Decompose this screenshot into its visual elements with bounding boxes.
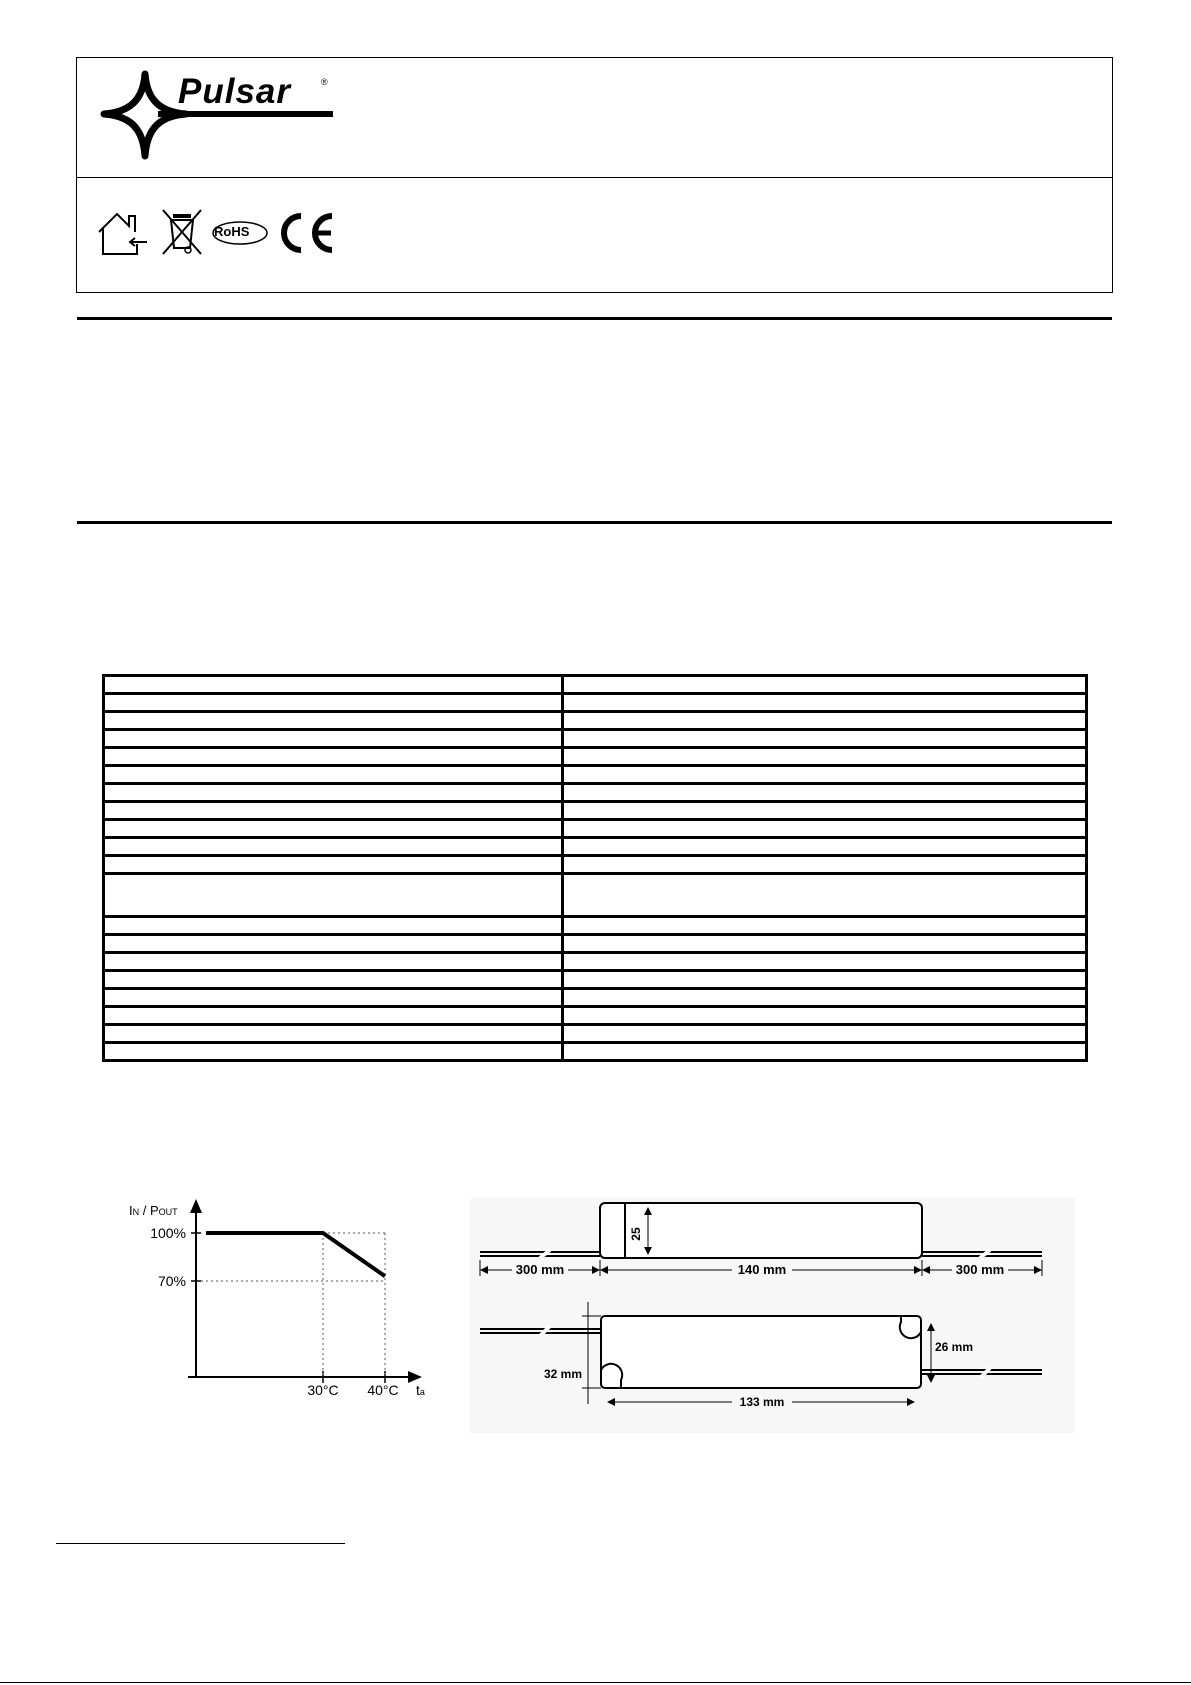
table-row: [104, 802, 1087, 820]
y-axis-label: IN / POUT: [129, 1203, 178, 1218]
registered-mark: ®: [321, 77, 328, 87]
parameter-cell: [104, 874, 563, 917]
parameter-cell: [104, 802, 563, 820]
parameter-cell: [104, 820, 563, 838]
page-bottom-rule: [0, 1682, 1191, 1683]
table-row: [104, 766, 1087, 784]
table-row: [104, 676, 1087, 694]
value-cell: [563, 935, 1087, 953]
mount-height-label: 32 mm: [543, 1367, 582, 1381]
parameter-cell: [104, 953, 563, 971]
parameter-cell: [104, 766, 563, 784]
value-cell: [563, 802, 1087, 820]
x-tick-label: 30°C: [307, 1382, 339, 1398]
table-row: [104, 856, 1087, 874]
value-cell: [563, 748, 1087, 766]
parameter-cell: [104, 784, 563, 802]
body-length-label: 140 mm: [737, 1262, 787, 1277]
value-cell: [563, 971, 1087, 989]
table-row: [104, 712, 1087, 730]
table-row: [104, 820, 1087, 838]
brand-name: Pulsar: [178, 72, 291, 111]
x-tick-label: 40°C: [367, 1382, 399, 1398]
rohs-label: RoHS: [214, 224, 250, 239]
parameter-cell: [104, 917, 563, 935]
ce-mark-icon: [277, 212, 337, 254]
value-cell: [563, 730, 1087, 748]
value-cell: [563, 1043, 1087, 1061]
table-row: [104, 874, 1087, 917]
mount-spacing-label: 133 mm: [739, 1395, 785, 1409]
value-cell: [563, 784, 1087, 802]
certification-icons: [97, 208, 347, 258]
table-row: [104, 730, 1087, 748]
header-divider: [76, 177, 1113, 178]
value-cell: [563, 1007, 1087, 1025]
parameter-cell: [104, 730, 563, 748]
table-row: [104, 1025, 1087, 1043]
derating-chart: [110, 1195, 435, 1410]
x-axis-label: ta: [416, 1382, 425, 1398]
value-cell: [563, 712, 1087, 730]
y-axis-arrow-icon: [190, 1199, 202, 1213]
footnote-rule: [56, 1543, 345, 1544]
table-row: [104, 1043, 1087, 1061]
height-label: 25: [629, 1227, 643, 1241]
y-tick-label: 100%: [150, 1225, 186, 1241]
weee-bin-icon: [161, 208, 203, 256]
value-cell: [563, 766, 1087, 784]
mount-offset-label: 26 mm: [935, 1340, 974, 1354]
y-tick-label: 70%: [157, 1273, 186, 1289]
derating-series-line: [206, 1233, 385, 1276]
dimension-drawing: [470, 1198, 1075, 1433]
x-axis-arrow-icon: [408, 1371, 422, 1383]
value-cell: [563, 917, 1087, 935]
value-cell: [563, 694, 1087, 712]
value-cell: [563, 820, 1087, 838]
value-cell: [563, 1025, 1087, 1043]
cable-right-label: 300 mm: [955, 1262, 1005, 1277]
value-cell: [563, 676, 1087, 694]
table-row: [104, 748, 1087, 766]
specification-table: [102, 674, 1088, 1062]
table-row: [104, 784, 1087, 802]
value-cell: [563, 989, 1087, 1007]
parameter-cell: [104, 856, 563, 874]
value-cell: [563, 874, 1087, 917]
cable-left-label: 300 mm: [515, 1262, 565, 1277]
table-row: [104, 694, 1087, 712]
parameter-cell: [104, 935, 563, 953]
table-row: [104, 989, 1087, 1007]
table-row: [104, 917, 1087, 935]
table-row: [104, 953, 1087, 971]
parameter-cell: [104, 712, 563, 730]
parameter-cell: [104, 748, 563, 766]
table-row: [104, 971, 1087, 989]
value-cell: [563, 838, 1087, 856]
parameter-cell: [104, 1043, 563, 1061]
value-cell: [563, 953, 1087, 971]
parameter-cell: [104, 694, 563, 712]
section-rule: [77, 317, 1112, 320]
parameter-cell: [104, 676, 563, 694]
parameter-cell: [104, 989, 563, 1007]
parameter-cell: [104, 971, 563, 989]
parameter-cell: [104, 838, 563, 856]
indoor-use-icon: [97, 210, 149, 256]
parameter-cell: [104, 1025, 563, 1043]
table-row: [104, 1007, 1087, 1025]
table-row: [104, 935, 1087, 953]
section-rule: [77, 521, 1112, 524]
value-cell: [563, 856, 1087, 874]
parameter-cell: [104, 1007, 563, 1025]
table-row: [104, 838, 1087, 856]
